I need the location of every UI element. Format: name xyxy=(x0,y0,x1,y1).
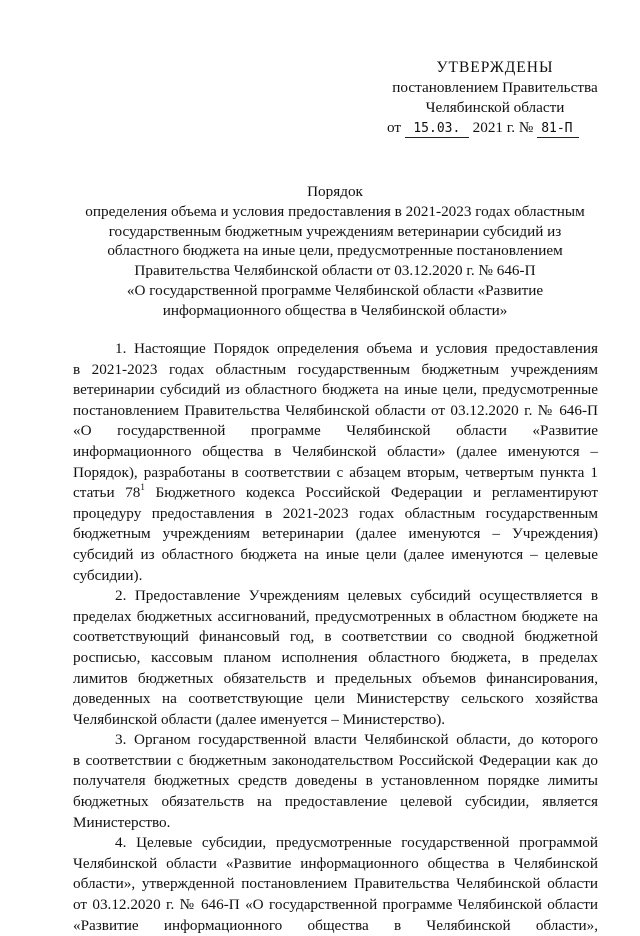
approval-date-line xyxy=(385,118,605,138)
text-line: росписью, кассовым планом исполнения областного бюджета, в пределах xyxy=(73,648,598,666)
header-line: областного бюджета на иные цели, предусмотренные постановлением xyxy=(107,242,563,260)
header-line: определения объема и условия предоставления в 2021-2023 годах областным xyxy=(85,202,585,220)
text-line: бюджетных обязательств на предоставление целевой субсидии, является xyxy=(73,793,598,811)
handwritten-date: 15.03. xyxy=(405,121,469,138)
text-line: бюджетным учреждениям ветеринарии (далее именуются – Учреждения) xyxy=(73,525,598,543)
handwritten-number: 81-П xyxy=(537,121,579,138)
text-line: 1. Настоящие Порядок определения объема и условия предоставления xyxy=(115,340,598,357)
text-line: в 2021-2023 годах областным государственным бюджетным учреждениям xyxy=(73,360,598,378)
text-line: субсидии). xyxy=(73,566,143,584)
document-body xyxy=(73,339,598,936)
text-line: «Развитие информационного общества в Челябинской области», xyxy=(73,916,598,934)
text-line: от 03.12.2020 г. № 646-П «О государственной программе Челябинской области xyxy=(73,896,598,914)
text-line: доведенных на соответствующие цели Министерству сельского хозяйства xyxy=(73,690,598,708)
text-line: информационного общества в Челябинской области» (далее именуются – xyxy=(73,442,598,460)
document-title: Порядок xyxy=(307,183,363,200)
text-line: ветеринарии субсидий из областного бюджета на иные цели, предусмотренные xyxy=(73,381,598,399)
text-line: лимитов бюджетных обязательств и предельных объемов финансирования, xyxy=(73,669,598,687)
text-line: пределах бюджетных ассигнований, предусмотренных в областном бюджете на xyxy=(73,607,598,625)
text-line: субсидий из областного бюджета на иные цели (далее именуются – целевые xyxy=(73,545,598,563)
text-line: Министерство. xyxy=(73,813,171,831)
paragraph-3 xyxy=(73,730,598,833)
approval-block xyxy=(385,58,605,138)
year-text: 2021 г. № xyxy=(472,119,534,136)
header-line: государственным бюджетным учреждениям ветеринарии субсидий из xyxy=(108,222,562,240)
text-line: Порядок), разработаны в соответствии с абзацем вторым, четвертым пункта 1 xyxy=(73,463,598,481)
text-line: 2. Предоставление Учреждениям целевых субсидий осуществляется в xyxy=(115,587,598,605)
date-prefix: от xyxy=(387,119,402,136)
text-line: в соответствии с бюджетным законодательством Российской Федерации как до xyxy=(73,751,598,769)
text-line: 3. Органом государственной власти Челябинской области, до которого xyxy=(115,731,598,749)
paragraph-2 xyxy=(73,586,598,730)
text-line: получателя бюджетных средств доведены в установленном порядке лимиты xyxy=(73,772,598,790)
text-line: постановлением Правительства Челябинской области от 03.12.2020 г. № 646-П xyxy=(73,401,598,419)
paragraph-1 xyxy=(73,339,598,586)
text-line: области», утвержденной постановлением Правительства Челябинской области xyxy=(73,875,598,893)
text-line: соответствующий финансовый год, в соответствии со сводной бюджетной xyxy=(73,628,598,646)
text-line: Челябинской области (далее именуется – Министерство). xyxy=(73,710,446,728)
paragraph-4 xyxy=(73,833,598,936)
header-line: Правительства Челябинской области от 03.12.2020 г. № 646-П xyxy=(134,262,536,280)
text-fragment: Бюджетного кодекса Российской Федерации и регламентируют xyxy=(144,484,598,502)
text-line: «О государственной программе Челябинской области «Развитие xyxy=(73,422,598,440)
header-line: «О государственной программе Челябинской области «Развитие xyxy=(126,281,544,299)
document-header xyxy=(70,182,600,321)
approval-title: УТВЕРЖДЕНЫ xyxy=(436,59,554,76)
text-line xyxy=(73,483,598,504)
header-line: информационного общества в Челябинской области» xyxy=(162,301,508,319)
superscript: 1 xyxy=(140,482,145,493)
approval-line-3: Челябинской области xyxy=(425,99,565,116)
text-line: процедуру предоставления в 2021-2023 годах областным государственным xyxy=(73,504,598,522)
approval-line-2: постановлением Правительства xyxy=(392,79,598,96)
text-fragment: статьи 78 xyxy=(73,484,141,502)
text-line: 4. Целевые субсидии, предусмотренные государственной программой xyxy=(115,834,598,852)
text-line: Челябинской области «Развитие информационного общества в Челябинской xyxy=(73,854,598,872)
